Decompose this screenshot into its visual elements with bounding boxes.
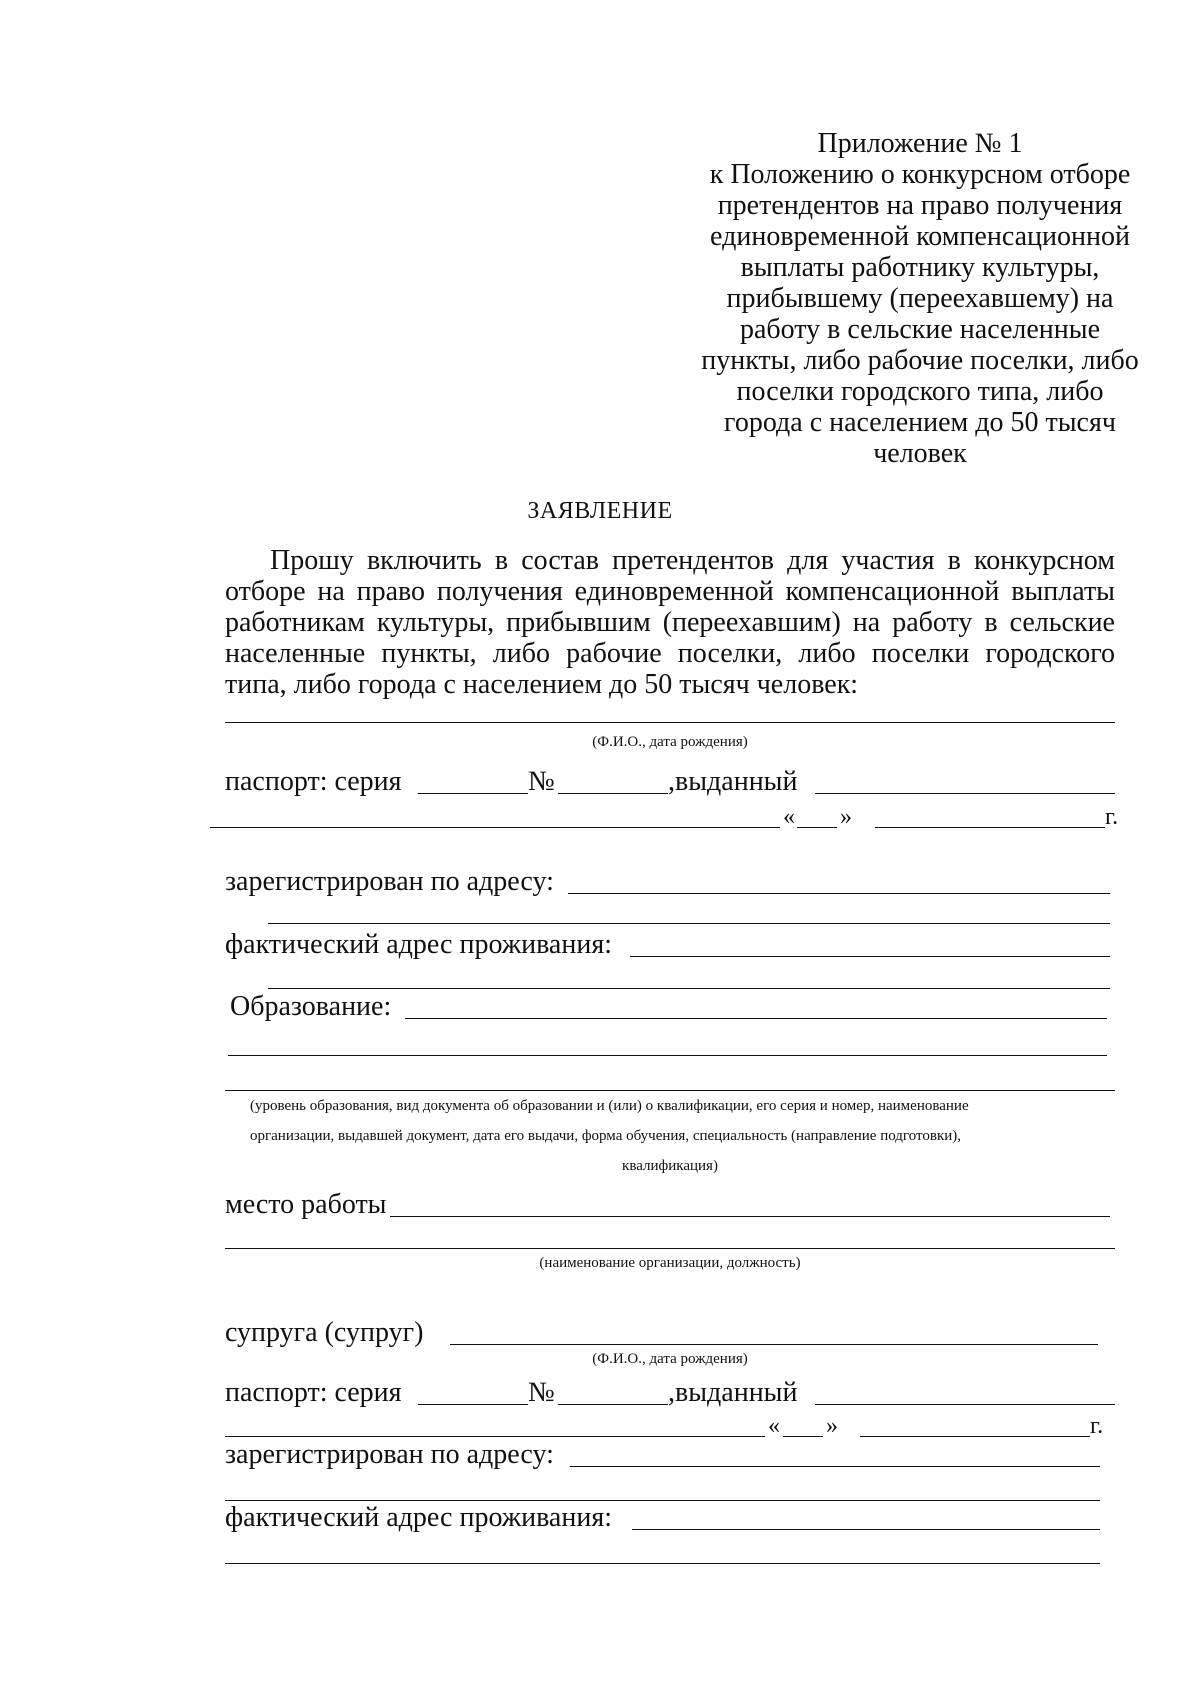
spouse-actual-address-field[interactable] [632, 1529, 1100, 1530]
education-caption-line: (уровень образования, вид документа об образовании и (или) о квалификации, его серия и номер, наименование [250, 1098, 969, 1114]
spouse-passport-day-field[interactable] [783, 1436, 823, 1437]
spouse-passport-number-field[interactable] [558, 1404, 668, 1405]
spouse-passport-issuer-field[interactable] [225, 1436, 765, 1437]
fio-field-line[interactable] [225, 722, 1115, 723]
date-quote-close: » [840, 804, 852, 830]
education-field-3[interactable] [225, 1090, 1115, 1091]
spouse-label: супруга (супруг) [225, 1317, 424, 1348]
passport-number-sign: № [528, 766, 555, 797]
workplace-field[interactable] [390, 1216, 1110, 1217]
intro-line: населенные пункты, либо рабочие поселки, либо поселки городского [225, 638, 1115, 669]
intro-line: работникам культуры, прибывшим (переехавшим) на работу в сельские [225, 607, 1115, 638]
passport-day-field[interactable] [797, 827, 837, 828]
passport-issued-label: ,выданный [668, 766, 798, 797]
passport-series-label: паспорт: серия [225, 766, 402, 797]
intro-line: Прошу включить в состав претендентов для участия в конкурсном [270, 545, 1115, 576]
actual-address-field-2[interactable] [268, 988, 1110, 989]
appendix-line: единовременной компенсационной [710, 221, 1130, 252]
appendix-line: города с населением до 50 тысяч [724, 407, 1116, 438]
appendix-line: человек [873, 438, 967, 469]
spouse-actual-address-label: фактический адрес проживания: [225, 1502, 612, 1533]
education-caption-line: квалификация) [622, 1158, 718, 1174]
spouse-caption: (Ф.И.О., дата рождения) [592, 1351, 748, 1367]
spouse-date-quote-open: « [768, 1413, 780, 1439]
actual-address-field[interactable] [630, 956, 1110, 957]
appendix-line: поселки городского типа, либо [736, 376, 1104, 407]
registered-address-label: зарегистрирован по адресу: [225, 866, 554, 897]
appendix-header [680, 128, 1160, 469]
date-quote-open: « [783, 804, 795, 830]
spouse-passport-series-field[interactable] [418, 1404, 528, 1405]
spouse-year-suffix: г. [1090, 1413, 1104, 1439]
spouse-actual-address-field-2[interactable] [225, 1563, 1100, 1564]
passport-issued-field[interactable] [815, 793, 1115, 794]
registered-address-field[interactable] [568, 893, 1110, 894]
appendix-line: пункты, либо рабочие поселки, либо [701, 345, 1139, 376]
spouse-registered-address-field-2[interactable] [225, 1500, 1100, 1501]
year-suffix: г. [1105, 804, 1119, 830]
appendix-line: работу в сельские населенные [740, 314, 1100, 345]
spouse-registered-address-field[interactable] [570, 1466, 1100, 1467]
spouse-passport-number-sign: № [528, 1377, 555, 1408]
appendix-line: прибывшему (переехавшему) на [726, 283, 1114, 314]
passport-issuer-field[interactable] [210, 827, 780, 828]
workplace-label: место работы [225, 1189, 387, 1220]
spouse-date-quote-close: » [826, 1413, 838, 1439]
intro-line: типа, либо города с населением до 50 тысяч человек: [225, 669, 859, 700]
spouse-passport-issued-label: ,выданный [668, 1377, 798, 1408]
spouse-passport-issued-field[interactable] [815, 1404, 1115, 1405]
education-label: Образование: [230, 991, 392, 1022]
education-caption-line: организации, выдавшей документ, дата его выдачи, форма обучения, специальность (направление подготовки), [250, 1128, 962, 1144]
passport-month-year-field[interactable] [875, 827, 1105, 828]
education-field[interactable] [405, 1018, 1107, 1019]
workplace-caption: (наименование организации, должность) [539, 1255, 801, 1271]
appendix-line: выплаты работнику культуры, [740, 252, 1100, 283]
appendix-line: к Положению о конкурсном отборе [709, 159, 1131, 190]
spouse-passport-series-label: паспорт: серия [225, 1377, 402, 1408]
spouse-passport-month-year-field[interactable] [860, 1436, 1090, 1437]
appendix-line: Приложение № 1 [817, 128, 1023, 159]
fio-caption: (Ф.И.О., дата рождения) [592, 734, 748, 750]
workplace-field-2[interactable] [225, 1248, 1115, 1249]
document-title: ЗАЯВЛЕНИЕ [527, 498, 673, 524]
intro-line: отборе на право получения единовременной компенсационной выплаты [225, 576, 1115, 607]
intro-paragraph [225, 545, 1115, 700]
spouse-field[interactable] [450, 1344, 1098, 1345]
spouse-registered-address-label: зарегистрирован по адресу: [225, 1439, 554, 1470]
actual-address-label: фактический адрес проживания: [225, 929, 612, 960]
passport-number-field[interactable] [558, 793, 668, 794]
passport-series-field[interactable] [418, 793, 528, 794]
appendix-line: претендентов на право получения [717, 190, 1123, 221]
education-field-2[interactable] [228, 1055, 1107, 1056]
registered-address-field-2[interactable] [268, 923, 1110, 924]
